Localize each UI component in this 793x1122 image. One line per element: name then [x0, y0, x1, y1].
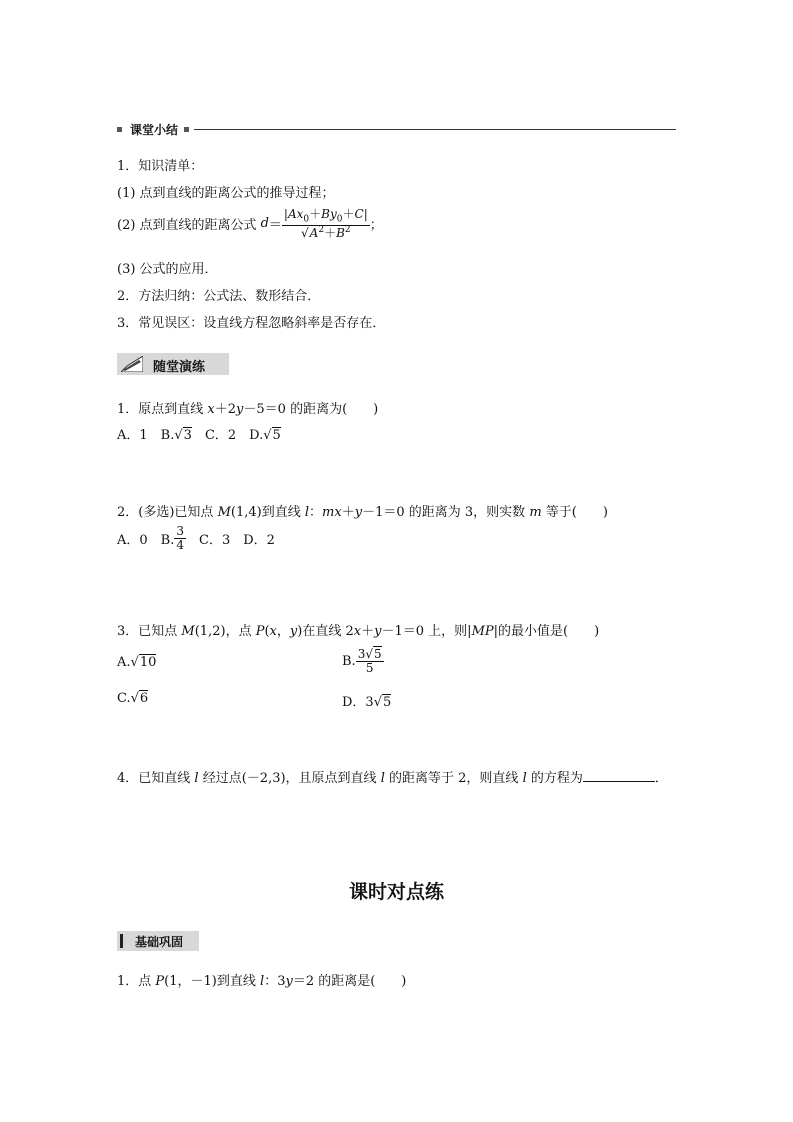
q1-suffix: 的距离为( )	[290, 402, 379, 417]
q3-option-a: A.√10	[117, 655, 157, 670]
q3-option-a-label: A.	[117, 655, 131, 670]
ex-q1-prefix: 1．点	[117, 974, 152, 989]
practice-q2-options	[117, 525, 275, 551]
distance-formula: $\frac{|Ax_0+By_0+C|}{√A^2+B^2}$	[283, 207, 368, 240]
q3-option-b-label: B.	[342, 653, 356, 669]
q2-options-ab: A．0 B.	[117, 532, 175, 548]
practice-q1-options: A．1 B.√3 C．2 D.√5	[117, 428, 281, 443]
practice-banner	[117, 353, 229, 375]
practice-heading: 随堂演练	[153, 360, 206, 375]
ex-q1-mid: 到直线	[216, 974, 256, 989]
summary-line-3-prefix: (2) 点到直线的距离公式	[117, 218, 257, 234]
q3-mid3: 上，则|	[428, 624, 472, 639]
square-bullet-icon	[117, 127, 122, 132]
section-divider	[194, 129, 676, 130]
q4-mid1: 经过点(－2,3)，且原点到直线	[202, 771, 377, 786]
q3-option-d: D．3√5	[342, 695, 392, 710]
practice-q1: 1．原点到直线 x＋2y－5＝0 的距离为( )	[117, 402, 379, 417]
practice-q4: 4．已知直线 l 经过点(－2,3)，且原点到直线 l 的距离等于 2，则直线 l 的方程为 ．	[117, 771, 668, 786]
bar-icon	[120, 934, 123, 948]
summary-line-4: (3) 公式的应用．	[117, 262, 218, 277]
summary-line-5: 2．方法归纳：公式法、数形结合．	[117, 289, 321, 304]
summary-line-3-suffix: ；	[369, 218, 383, 234]
q3-prefix: 3．已知点	[117, 624, 178, 639]
q4-prefix: 4．已知直线	[117, 771, 191, 786]
pencil-icon	[121, 356, 143, 372]
summary-line-6: 3．常见误区：设直线方程忽略斜率是否存在．	[117, 316, 386, 331]
q4-mid2: 的距离等于 2，则直线	[389, 771, 519, 786]
distance-symbol: d	[260, 216, 269, 232]
q3-option-b	[342, 648, 384, 674]
ex-q1-suffix: 的距离是( )	[318, 974, 407, 989]
practice-q2: 2．(多选)已知点 M(1,4)到直线 l：mx＋y－1＝0 的距离为 3，则实数 m 等于( )	[117, 505, 608, 520]
q2-suffix: 等于( )	[545, 505, 608, 520]
q1-options-ab: A．1 B.	[117, 428, 175, 443]
section-title: 课堂小结	[130, 123, 179, 137]
exercise-banner	[117, 931, 199, 951]
q3-suffix: |的最小值是( )	[493, 624, 600, 639]
summary-line-2: (1) 点到直线的距离公式的推导过程；	[117, 186, 335, 201]
q3-mid1: ，点	[225, 624, 252, 639]
section-header-summary	[117, 121, 189, 138]
answer-blank	[583, 769, 655, 782]
q3-option-c: C.√6	[117, 691, 149, 706]
exercise-title: 课时对点练	[348, 881, 444, 903]
summary-line-3	[117, 208, 383, 239]
q1-prefix: 1．原点到直线	[117, 402, 204, 417]
q1-options-cd: C．2 D.	[191, 428, 264, 443]
fraction-numerator: 3	[176, 524, 184, 538]
q2-prefix: 2．(多选)已知点	[117, 505, 214, 520]
q2-mid1: 到直线	[261, 505, 301, 520]
q4-end: ．	[654, 771, 668, 786]
q2-mid2: 的距离为 3，则实数	[408, 505, 526, 520]
q3-mid2: 在直线	[302, 624, 342, 639]
q3-option-d-label: D．3	[342, 695, 374, 710]
practice-q3: 3．已知点 M(1,2)，点 P(x，y)在直线 2x＋y－1＝0 上，则|MP|的最小值是( )	[117, 624, 600, 639]
fraction-denominator: 4	[176, 537, 184, 552]
equals-sign: ＝	[268, 218, 282, 234]
exercise-q1: 1．点 P(1，－1)到直线 l：3y＝2 的距离是( )	[117, 974, 407, 989]
q3-option-b-fraction: $\frac{3√5}{5}$	[357, 647, 382, 675]
square-bullet-icon	[184, 127, 189, 132]
q3-option-c-label: C.	[117, 691, 131, 706]
q4-mid3: 的方程为	[530, 771, 583, 786]
q2-option-b-fraction	[174, 525, 186, 551]
exercise-heading: 基础巩固	[135, 935, 184, 949]
summary-line-1: 1．知识清单：	[117, 159, 204, 174]
q2-options-cd: C．3 D．2	[186, 532, 275, 548]
